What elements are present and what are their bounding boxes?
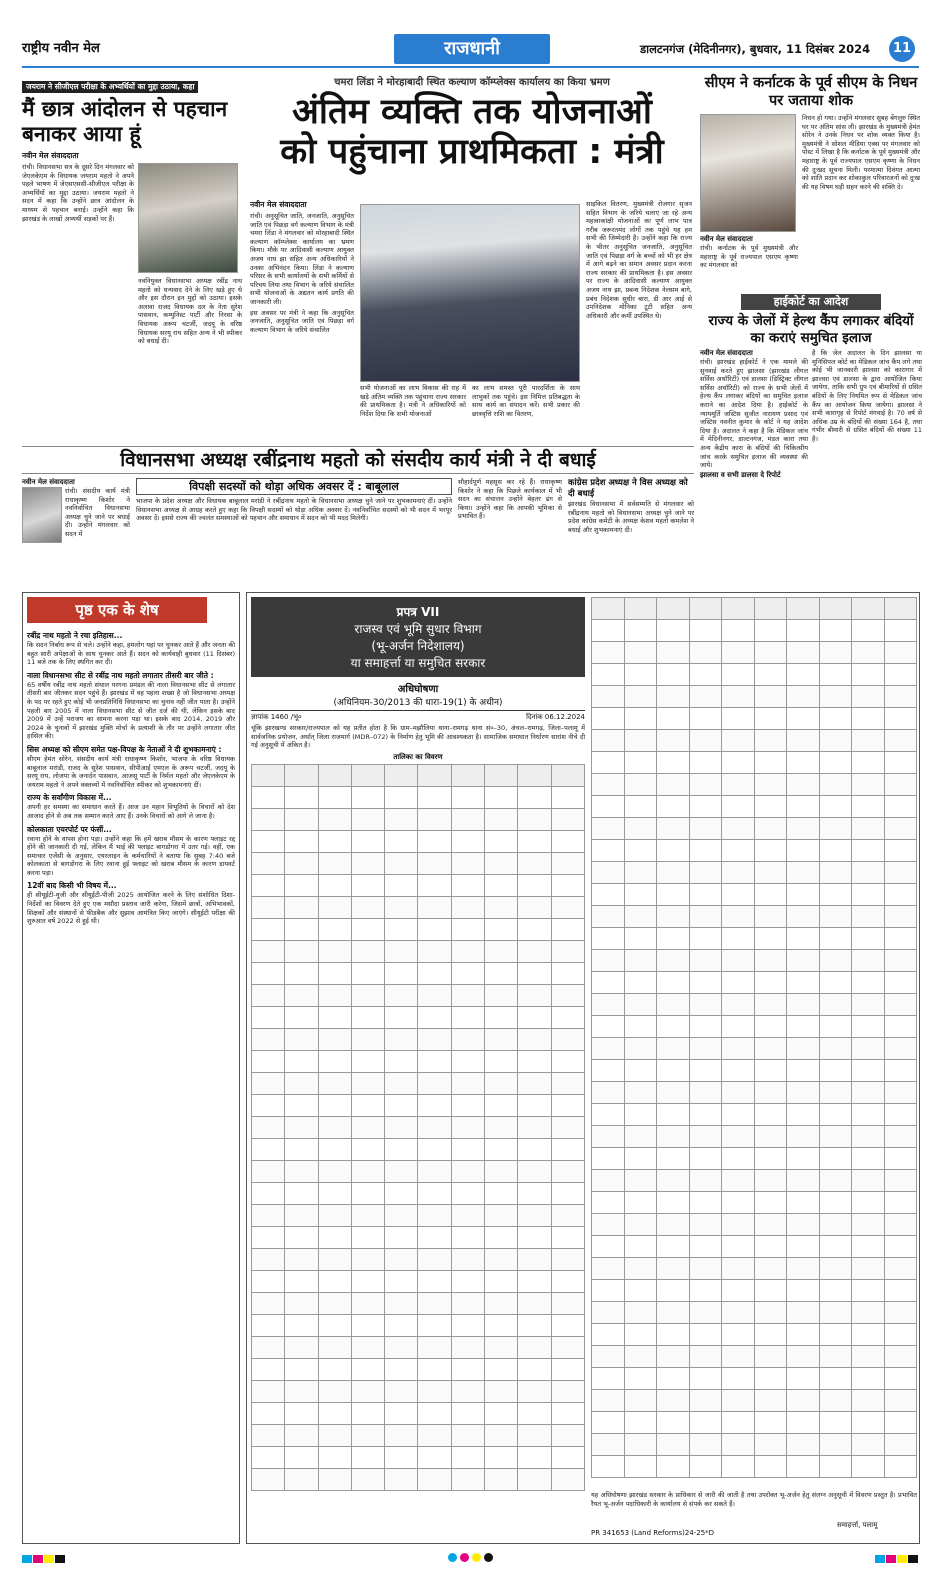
banner-col-mid: सौहार्दपूर्ण महसूस कर रहे हैं। राधाकृष्ण किशोर ने कहा कि पिछले कार्यकाल में भी सदन का संचालन उन्होंने बेहतर ढंग से किया। उन्होंने कहा कि आपकी भूमिका से प्रभावित हैं। bbox=[458, 478, 562, 521]
schedule-row bbox=[252, 1072, 585, 1094]
continuation-item-head: कोलकाता एयरपोर्ट पर फंसीं... bbox=[27, 824, 112, 834]
story-hc-col2: है कि जेल अदालत के दिन झालसा या मुनिसिपल कोर्ट का मेडिकल जांच कैंप लगे तथा कोई भी जानकारी झालसा को कारागार में झालसा एवं डालसा के द्वारा आयोजित किया जायेगा, ताकि सभी ग्रुप एवं बीमारियों से ग्रसित बंदियों के लिए नियमित रूप से मेडिकल जांच कैंप का आयोजन किया जायेगा। झालसा ने सभी कारागृह से रिपोर्ट मंगवाई है। 70 वर्ष से अधिक उम्र के बंदियों की संख्या 164 है, तथा गंभीर बीमारी से ग्रसित बंदियों की संख्या 11 है। bbox=[812, 349, 922, 443]
schedule-row bbox=[252, 852, 585, 874]
header-rule bbox=[22, 66, 919, 68]
schedule-row bbox=[252, 1138, 585, 1160]
story-banner bbox=[22, 446, 694, 588]
schedule-row bbox=[252, 896, 585, 918]
continuation-title: पृष्ठ एक के शेष bbox=[27, 597, 207, 623]
continuation-item-body: अपनी हर समस्या का समाधान करते हैं। आज उन महान विभूतियों के विचारों को देश आजाद होने से अब तक सम्मान करते आए हैं। उनके विचारों को आगे ले जाना है। bbox=[27, 803, 235, 820]
continuation-item-head: नाला विधानसभा सीट से रबींद्र नाथ महतो लगातार तीसरी बार जीते : bbox=[27, 670, 214, 680]
story-right-body: निधन हो गया। उन्होंने मंगलवार सुबह बेंगलुरु स्थित घर पर अंतिम सांस ली। झारखंड के मुख्यमंत्री हेमंत सोरेन ने उनके निधन पर शोक व्यक्त किया है। मुख्यमंत्री ने सोशल मीडिया एक्स पर मंगलवार को पोस्ट में लिखा है कि कर्नाटक के पूर्व मुख्यमंत्री और महाराष्ट्र के पूर्व राज्यपाल एसएम कृष्णा के निधन की दुःखद सूचना मिली। परमात्मा दिवंगत आत्मा को शांति प्रदान कर शोकाकुल परिवारजनों को दुःख की यह विषम घड़ी सहन करने की शक्ति दे। bbox=[802, 114, 920, 191]
banner-congress-body: झारखंड विधानसभा में सर्वसम्मति से मंगलवार को रबींद्रनाथ महतो को विधानसभा अध्यक्ष चुने जाने पर प्रदेश कांग्रेस कमेटी के अध्यक्ष केशव महतो कमलेश ने बधाई और शुभकामनाएं दी। bbox=[568, 500, 694, 534]
story-right-lead: रांची। कर्नाटक के पूर्व मुख्यमंत्री और महाराष्ट्र के पूर्व राज्यपाल एसएम कृष्णा का मंगलवार को bbox=[700, 244, 798, 270]
continuation-item-body: सीएम हेमंत सोरेन, संसदीय कार्य मंत्री राधाकृष्ण किशोर, भाजपा के वरिष्ठ विधायक बाबूलाल मरांडी, राजद के सुरेश पासवान, सीपीआई एमएल के अरूप चटर्जी, जदयू के सरयू राय, लोजपा के जनार्दन पासवान, आजसू पार्टी के निर्मल महतो और जेएलकेएम के जयराम महतो ने अपने वक्तव्यों में नवनिर्वाचित स्पीकर को शुभकामनाएं दीं। bbox=[27, 754, 235, 789]
story-center-col4: साइकिल वितरण, मुख्यमंत्री रोजगार सृजन सहित विभाग के जरिये चलाए जा रहे अन्य महत्वाकांक्षी योजनाओं का पूर्ण लाभ पात्र गरीब जरूरतमंद लोगों तक पहुंचे यह हम सभी की जिम्मेदारी है। उन्होंने कहा कि राज्य के भीतर अनुसूचित जनजाति, अनुसूचित जाति एवं पिछड़ा वर्ग के बच्चों को भी हर क्षेत्र में आगे बढ़ने का समान अवसर प्रदान करना राज्य सरकार की प्राथमिकता है। इस अवसर पर राज्य के आदिवासी कल्याण आयुक्त अजय नाथ झा, प्रबन्ध निदेशक नेलसम बागे, प्रबंध निदेशक सुधीर बारा, डी आर आई से उपनिदेशक मोनिका टूटी सहित अन्य अधिकारी और कर्मी उपस्थित थे। bbox=[586, 200, 692, 320]
schedule-row bbox=[592, 620, 917, 642]
story-center-col1b: इस अवसर पर मंत्री ने कहा कि अनुसूचित जनजाति, अनुसूचित जाति एवं पिछड़ा वर्ग कल्याण विभाग के जरिये संचालित bbox=[250, 308, 354, 334]
print-registration-strip bbox=[22, 1552, 919, 1562]
masthead: राष्ट्रीय नवीन मेल bbox=[22, 41, 100, 56]
schedule-row bbox=[592, 774, 917, 796]
schedule-row bbox=[592, 1082, 917, 1104]
schedule-row bbox=[252, 940, 585, 962]
story-center-under-photo-1: सभी योजनाओं का लाभ विकास की राह में खड़े अंतिम व्यक्ति तक पहुंचाना राज्य सरकार की प्राथमिकता है। मंत्री ने अधिकारियों को निर्देश दिया कि सभी योजनाओं bbox=[360, 384, 466, 418]
schedule-row bbox=[592, 1038, 917, 1060]
notice-form: प्रपत्र VII bbox=[396, 605, 440, 619]
portrait-photo-cm bbox=[700, 114, 796, 232]
continuation-item-body: रवाना होने के वापस होना पड़ा। उन्होंने कहा कि हमें खराब मौसम के कारण फ्लाइट रद्द होने की जानकारी दी गई, लेकिन मैं भाई की फ्लाइट बागडोगरा में उतर गई। वहीं, एक समाचार एजेंसी के अनुसार, एयरलाइन के कर्मचारियों ने बताया कि सुबह 7:40 बजे कोलकाता से बागडोगरा के लिए रवाना हुई फ्लाइट को खराब मौसम के कारण डायवर्ट करना पड़ा। bbox=[27, 834, 235, 877]
portrait-photo-jairam bbox=[138, 163, 238, 273]
story-center-kicker: चमरा लिंडा ने मोरहाबादी स्थित कल्याण कॉम्प्लेक्स कार्यालय का किया भ्रमण bbox=[334, 77, 610, 88]
notice-signature: समाहर्त्ता, पलामू bbox=[837, 1521, 878, 1529]
schedule-row bbox=[252, 1006, 585, 1028]
continuation-item-body: कि सदन निर्बाध रूप से चले। उन्होंने कहा, हमलोग यहां पर चुनकर आते हैं और जनता की बहुत सारी अपेक्षाओं के साथ चुनकर आते हैं। सदन को कार्यवाही बुधवार (11 दिसंबर) 11 बजे तक के लिए स्थगित कर दी। bbox=[27, 641, 235, 667]
schedule-row bbox=[592, 1280, 917, 1302]
schedule-row bbox=[252, 1270, 585, 1292]
notice-dept-line3: या समाहर्त्ता या समुचित सरकार bbox=[350, 656, 486, 670]
notice-header bbox=[251, 597, 585, 677]
schedule-row bbox=[592, 1412, 917, 1434]
notice-intro: चूंकि झारखण्ड सरकार/राज्यपाल को यह प्रतीत होता है कि ग्राम–मझौलिया थाना–रामगढ़ थाना सं०–30, अंचल–रामगढ़, जिला–पलामू में सार्वजनिक प्रयोजन, अर्थात् जिला राजमार्ग (MDR–072) के निर्माण हेतु भूमि की आवश्यकता है। सामाजिक समाघात निर्धारण सारांश नीचे दी गई अनुसूची में अंकित है। bbox=[251, 724, 585, 750]
schedule-row bbox=[252, 1028, 585, 1050]
banner-headline: विधानसभा अध्यक्ष रबींद्रनाथ महतो को संसदीय कार्य मंत्री ने दी बधाई bbox=[22, 446, 694, 474]
notice-table-title: तालिका का विवरण bbox=[393, 752, 443, 761]
story-right-byline: नवीन मेल संवाददाता bbox=[700, 235, 753, 243]
registration-dots bbox=[448, 1553, 493, 1562]
schedule-row bbox=[592, 1126, 917, 1148]
schedule-row bbox=[592, 1302, 917, 1324]
notice-schedule-table-right bbox=[591, 597, 917, 1478]
schedule-row bbox=[252, 1336, 585, 1358]
story-center-headline-line1: अंतिम व्यक्ति तक योजनाओं bbox=[292, 92, 652, 132]
schedule-row bbox=[592, 906, 917, 928]
page-number: 11 bbox=[889, 36, 915, 62]
story-center-byline: नवीन मेल संवाददाता bbox=[250, 200, 307, 209]
schedule-row bbox=[592, 818, 917, 840]
schedule-row bbox=[592, 642, 917, 664]
schedule-row bbox=[252, 1358, 585, 1380]
schedule-row bbox=[592, 730, 917, 752]
schedule-row bbox=[592, 686, 917, 708]
banner-sub-body: भाजपा के प्रदेश अध्यक्ष और विधायक बाबूलाल मरांडी ने रबींद्रनाथ महतो के विधानसभा अध्यक्ष चुने जाने पर शुभकामनाएं दीं। उन्होंने विधानसभा अध्यक्ष से आग्रह करते हुए कहा कि विपक्षी सदस्यों को थोड़ा अधिक अवसर दें। नवनिर्वाचित सदस्यों को भी सदन में भरपूर अवसर दें। इससे राज्य की ज्वलंत समस्याओं को पहचान और समाधान में सदन को भी मदद मिलेगी। bbox=[136, 497, 452, 523]
schedule-row bbox=[592, 1016, 917, 1038]
schedule-row bbox=[592, 1346, 917, 1368]
notice-title: अधिघोषणा bbox=[397, 684, 439, 695]
story-left-body2: नवनियुक्त विधानसभा अध्यक्ष रबींद्र नाथ महतो को धन्यवाद देने के लिए खड़े हुए थे और इस दौरान इन मुद्दों को उठाया। इसके अलावा राजद विधायक दल के नेता सुरेश पासवान, कम्युनिस्ट पार्टी और निरसा के विधायक अरूप चटर्जी, जदयू के वरिष्ठ विधायक सरयू राय सहित अन्य ने भी स्पीकर को बधाई दी। bbox=[138, 277, 242, 346]
schedule-row bbox=[252, 1314, 585, 1336]
schedule-row bbox=[252, 1182, 585, 1204]
story-hc-col1-tail: झालसा व सभी डालसा दे रिपोर्ट bbox=[700, 470, 781, 479]
story-hc-col1: रांची। झारखंड हाईकोर्ट ने एक मामले की सुनवाई करते हुए झालसा (झारखंड लीगल सर्विस अथॉरिटी) एवं डालसा (डिस्ट्रिक्ट लीगल सर्विस अथॉरिटी) को राज्य के सभी जेलों में हेल्थ कैंप लगाकर बंदियों का समुचित इलाज कराने का आदेश दिया है। हाईकोर्ट के न्यायमूर्ति जस्टिस सुजीत नारायण प्रसाद एवं जस्टिस नवनीत कुमार के कोर्ट ने यह आदेश दिया है। अदालत ने कहा है कि मेडिकल जांच में मेदिनीनगर, डाल्टनगंज, मंडल कारा तथा अन्य केंद्रीय कारा के बंदियों की चिकित्सीय जांच करके समुचित इलाज की व्यवस्था की जाये। bbox=[700, 358, 808, 470]
government-notice bbox=[246, 592, 920, 1544]
continuation-item-head: 12वीं बाद किसी भी विषय में... bbox=[27, 881, 117, 891]
schedule-row bbox=[252, 1226, 585, 1248]
continuation-box bbox=[22, 592, 240, 1544]
schedule-row bbox=[592, 1368, 917, 1390]
story-center-col1: रांची। अनुसूचित जाति, जनजाति, अनुसूचित जाति एवं पिछड़ा वर्ग कल्याण विभाग के मंत्री चमरा लिंडा ने मंगलवार को मोरहाबादी स्थित कल्याण कॉम्प्लेक्स कार्यालय का भ्रमण किया। मौके पर आदिवासी कल्याण आयुक्त अजय नाथ झा सहित अन्य अधिकारियों ने उनका अभिनंदन किया। लिंडा ने कल्याण परिसर के सभी कार्यालयों के सभी कर्मियों से परिचय लिया तथा विभाग के जरिये संचालित सभी योजनाओं के अद्यतन कार्य प्रगति की जानकारी ली। bbox=[250, 212, 354, 306]
story-right-headline: सीएम ने कर्नाटक के पूर्व सीएम के निधन पर जताया शोक bbox=[704, 75, 918, 109]
schedule-row bbox=[252, 1050, 585, 1072]
story-hc-byline: नवीन मेल संवाददाता bbox=[700, 349, 753, 357]
continuation-item-head: सिस अध्यक्ष को सीएम समेत पक्ष-विपक्ष के नेताओं ने दी शुभकामनाएं : bbox=[27, 744, 222, 754]
notice-pr-number: PR 341653 (Land Reforms)24-25*D bbox=[591, 1529, 715, 1537]
continuation-item-head: रबींद्र नाथ महतो ने रचा इतिहास... bbox=[27, 631, 123, 640]
schedule-row bbox=[252, 830, 585, 852]
banner-byline: नवीन मेल संवाददाता bbox=[22, 478, 75, 486]
schedule-row bbox=[252, 918, 585, 940]
schedule-row bbox=[592, 598, 917, 620]
story-left bbox=[22, 74, 242, 444]
story-center bbox=[250, 74, 694, 444]
schedule-row bbox=[592, 664, 917, 686]
schedule-row bbox=[252, 1468, 585, 1490]
schedule-row bbox=[592, 796, 917, 818]
schedule-row bbox=[252, 808, 585, 830]
schedule-row bbox=[592, 752, 917, 774]
story-left-byline: नवीन मेल संवाददाता bbox=[22, 151, 79, 160]
schedule-row bbox=[592, 862, 917, 884]
schedule-row bbox=[592, 708, 917, 730]
story-high-court bbox=[700, 294, 922, 594]
story-left-kicker: जयराम ने सीजीएल परीक्षा के अभ्यर्थियों का मुद्दा उठाया, कहा bbox=[22, 81, 198, 93]
schedule-row bbox=[592, 1236, 917, 1258]
schedule-row bbox=[592, 1434, 917, 1456]
schedule-row bbox=[592, 972, 917, 994]
notice-ref-no: ज्ञापांक 1460 /भू० bbox=[251, 713, 302, 721]
continuation-items bbox=[23, 623, 239, 930]
group-photo-minister bbox=[360, 204, 580, 382]
schedule-row bbox=[592, 1060, 917, 1082]
story-left-headline: मैं छात्र आंदोलन से पहचान बनाकर आया हूं bbox=[22, 97, 228, 146]
schedule-row bbox=[592, 1104, 917, 1126]
story-left-body: रांची। विधानसभा सत्र के दूसरे दिन मंगलवार को जेएलकेएम के विधायक जयराम महतो ने अपने पहले भाषण में जेएसएससी-सीजीएल परीक्षा के अभ्यर्थियों का मुद्दा उठाया। जयराम महतो ने सदन में कहा कि उन्होंने छात्र आंदोलन के माध्यम से पहचान बनाई। उन्होंने कहा कि झारखंड के लाखों अभ्यर्थी सड़कों पर हैं। bbox=[22, 163, 134, 223]
schedule-row bbox=[592, 1390, 917, 1412]
schedule-row bbox=[592, 840, 917, 862]
schedule-row bbox=[592, 1324, 917, 1346]
story-hc-headline: राज्य के जेलों में हेल्थ कैंप लगाकर बंदियों का कराएं समुचित इलाज bbox=[708, 313, 914, 346]
notice-schedule-table-left bbox=[251, 764, 585, 1491]
schedule-row bbox=[592, 1170, 917, 1192]
schedule-row bbox=[252, 874, 585, 896]
story-right bbox=[700, 74, 922, 288]
schedule-row bbox=[252, 786, 585, 808]
schedule-row bbox=[592, 1258, 917, 1280]
schedule-row bbox=[592, 994, 917, 1016]
page-header bbox=[0, 0, 945, 72]
schedule-row bbox=[252, 1446, 585, 1468]
continuation-item-body: ही सीयूईटी-यूजी और सीयूईटी-पीजी 2025 आयोजित करने के लिए संशोधित दिशा-निर्देशों का विवरण देते हुए एक मसौदा प्रस्ताव जारी करेगा, जिसमें छात्रों, अभिभावकों, शिक्षकों और संस्थानों से फीडबैक और सुझाव आमंत्रित किए जाएंगे। सीयूईटी परीक्षा की शुरुआत वर्ष 2022 से हुई थी। bbox=[27, 891, 235, 926]
schedule-row bbox=[592, 928, 917, 950]
portrait-photo-radhakrishna bbox=[22, 487, 62, 543]
schedule-row bbox=[252, 1248, 585, 1270]
cmyk-bar-right bbox=[875, 1548, 919, 1567]
cmyk-bar-left bbox=[22, 1548, 66, 1567]
story-center-under-photo-2: का लाभ समस्त पूरी पारदर्शिता के साथ लाभुकों तक पहुंचे। इस निमित्त प्रतिबद्धता के साथ कार्य का संपादन करें। सभी प्रकार की छात्रवृत्ति राशि का वितरण, bbox=[472, 384, 580, 418]
schedule-row bbox=[592, 1214, 917, 1236]
notice-dept-line1: राजस्व एवं भूमि सुधार विभाग bbox=[354, 622, 482, 636]
schedule-row bbox=[252, 1204, 585, 1226]
notice-footer-note: यह अधिघोषणा झारखंड सरकार के प्राधिकार से जारी की जाती है तथा उपरोक्त भू-अर्जन हेतु संलग्न अनुसूची में विवरण प्रस्तुत है। प्रभावित रैयत भू-अर्जन पदाधिकारी के कार्यालय से संपर्क कर सकते हैं। bbox=[591, 1491, 917, 1508]
notice-ref-date: दिनांक 06.12.2024 bbox=[526, 713, 585, 721]
schedule-row bbox=[252, 1094, 585, 1116]
schedule-row bbox=[592, 1192, 917, 1214]
schedule-row bbox=[252, 1116, 585, 1138]
schedule-row bbox=[252, 1424, 585, 1446]
schedule-row bbox=[252, 1160, 585, 1182]
story-hc-label: हाईकोर्ट का आदेश bbox=[741, 294, 881, 310]
schedule-row bbox=[592, 1456, 917, 1478]
schedule-row bbox=[592, 950, 917, 972]
banner-congress-head: कांग्रेस प्रदेश अध्यक्ष ने विस अध्यक्ष को दी बधाई bbox=[568, 478, 688, 499]
notice-act: (अधिनियम-30/2013 की धारा-19(1) के अधीन) bbox=[251, 695, 585, 711]
continuation-item-head: राज्य के सर्वांगीण विकास में... bbox=[27, 793, 112, 803]
banner-lead: रांची। संसदीय कार्य मंत्री राधाकृष्ण किशोर ने नवनिर्वाचित विधानसभा अध्यक्ष चुने जाने पर बधाई दी। उन्होंने मंगलवार को सदन में bbox=[65, 487, 130, 538]
schedule-row bbox=[592, 1148, 917, 1170]
dateline: डालटनगंज (मेदिनीनगर), बुधवार, 11 दिसंबर 2024 bbox=[640, 42, 871, 56]
schedule-row bbox=[252, 1292, 585, 1314]
schedule-row bbox=[252, 764, 585, 786]
schedule-row bbox=[252, 1402, 585, 1424]
schedule-row bbox=[592, 884, 917, 906]
schedule-row bbox=[252, 1380, 585, 1402]
continuation-item-body: 65 वर्षीय रबींद्र नाथ महतो संथाल परगना प्रमंडल की नाला विधानसभा सीट से लगातार तीसरी बार जीतकर सदन पहुंचे हैं। झारखंड में वह पहला शख्स है जो विधानसभा अध्यक्ष के पद पर रहते हुए कोई भी जनप्रतिनिधि विधानसभा का चुनाव नहीं जीत पाता है। उन्होंने पहली बार 2005 में नाला विधानसभा सीट से जीत दर्ज की थी, लेकिन इसके बाद 2009 में उन्हें पराजय का सामना करना पड़ा था। इसके बाद 2014, 2019 और 2024 के चुनावों में झारखंड मुक्ति मोर्चा के प्रत्याशी के तौर पर उन्होंने लगातार जीत हासिल की। bbox=[27, 680, 235, 741]
banner-subhead: विपक्षी सदस्यों को थोड़ा अधिक अवसर दें : बाबूलाल bbox=[136, 478, 452, 495]
schedule-row bbox=[252, 962, 585, 984]
story-center-headline-line2: को पहुंचाना प्राथमिकता : मंत्री bbox=[280, 132, 664, 172]
notice-dept-line2: (भू-अर्जन निदेशालय) bbox=[371, 639, 465, 653]
section-label: राजधानी bbox=[394, 34, 550, 64]
schedule-row bbox=[252, 984, 585, 1006]
